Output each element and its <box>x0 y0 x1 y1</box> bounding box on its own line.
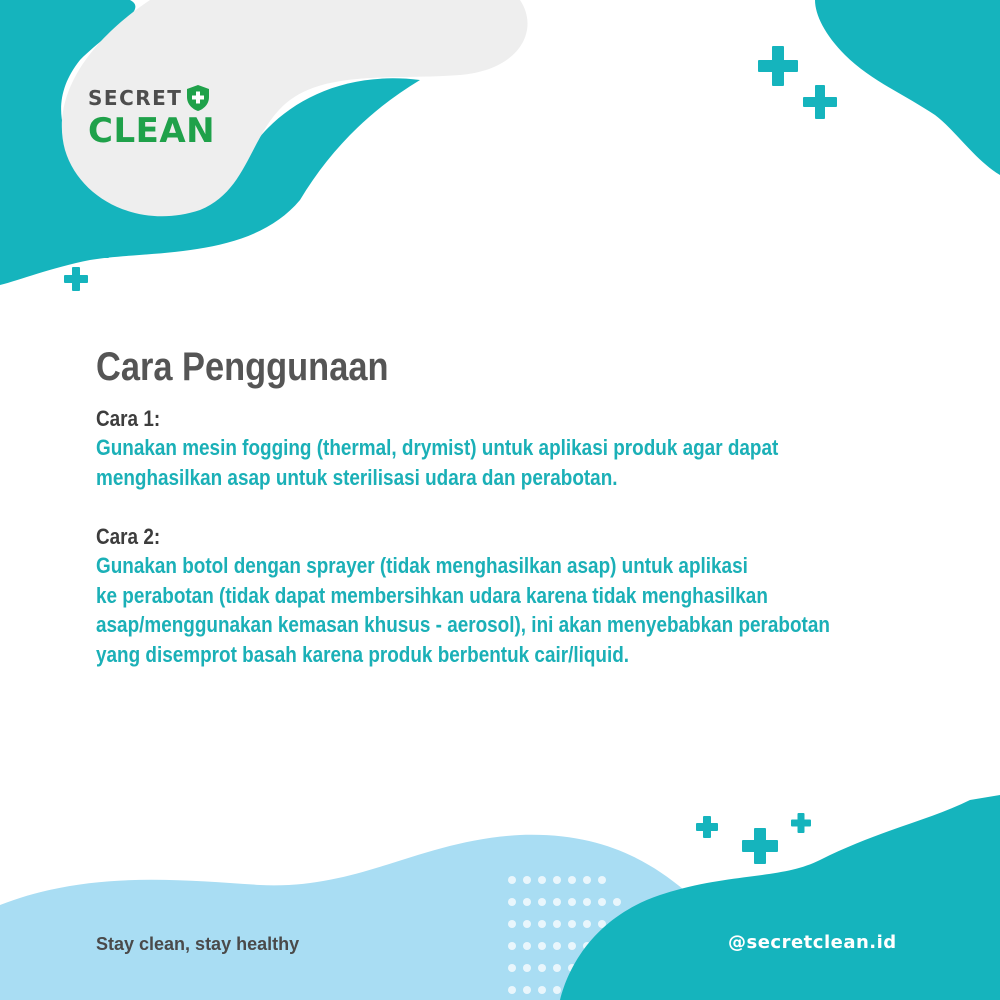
pattern-dot <box>553 920 561 928</box>
pattern-dot <box>583 898 591 906</box>
logo-secret-text: SECRET <box>88 86 183 110</box>
plus-icon <box>696 816 718 838</box>
pattern-dot <box>538 898 546 906</box>
pattern-dot <box>508 942 516 950</box>
pattern-dot <box>568 898 576 906</box>
step-1 <box>96 404 916 492</box>
pattern-dot <box>508 986 516 994</box>
pattern-dot <box>583 920 591 928</box>
step-text-line: asap/menggunakan kemasan khusus - aerosol), ini akan menyebabkan perabotan <box>96 612 830 637</box>
plus-icon <box>803 85 837 119</box>
step-text-line: menghasilkan asap untuk sterilisasi udara dan perabotan. <box>96 464 618 490</box>
pattern-dot <box>508 898 516 906</box>
pattern-dot <box>508 876 516 884</box>
step-2 <box>96 522 916 669</box>
step-text-line: Gunakan botol dengan sprayer (tidak menghasilkan asap) untuk aplikasi <box>96 553 748 578</box>
pattern-dot <box>598 876 606 884</box>
pattern-dot <box>538 876 546 884</box>
pattern-dot <box>508 964 516 972</box>
pattern-dot <box>613 898 621 906</box>
pattern-dot <box>538 986 546 994</box>
pattern-dot <box>553 986 561 994</box>
pattern-dot <box>553 898 561 906</box>
pattern-dot <box>568 920 576 928</box>
top-right-teal-blob <box>815 0 1000 175</box>
step-label: Cara 2: <box>96 524 161 549</box>
pattern-dot <box>523 898 531 906</box>
page-title: Cara Penggunaan <box>96 345 389 389</box>
pattern-dot <box>598 898 606 906</box>
pattern-dot <box>568 942 576 950</box>
pattern-dot <box>538 964 546 972</box>
pattern-dot <box>523 986 531 994</box>
plus-icon <box>742 828 778 864</box>
pattern-dot <box>538 920 546 928</box>
footer-tagline: Stay clean, stay healthy <box>96 934 300 954</box>
pattern-dot <box>538 942 546 950</box>
step-label: Cara 1: <box>96 406 161 431</box>
shield-plus-icon <box>185 84 211 112</box>
pattern-dot <box>523 964 531 972</box>
pattern-dot <box>523 920 531 928</box>
pattern-dot <box>553 964 561 972</box>
pattern-dot <box>583 876 591 884</box>
main-content <box>96 345 916 699</box>
pattern-dot <box>553 876 561 884</box>
plus-icon <box>791 813 811 833</box>
instagram-handle: @secretclean.id <box>728 932 897 953</box>
plus-icon <box>64 267 88 291</box>
step-text-line: ke perabotan (tidak dapat membersihkan udara karena tidak menghasilkan <box>96 582 768 608</box>
step-text-line: Gunakan mesin fogging (thermal, drymist) untuk aplikasi produk agar dapat <box>96 435 779 460</box>
step-text-line: yang disemprot basah karena produk berbentuk cair/liquid. <box>96 641 630 667</box>
plus-icon <box>758 46 798 86</box>
logo-clean-text: CLEAN <box>88 111 216 151</box>
pattern-dot <box>523 876 531 884</box>
pattern-dot <box>508 920 516 928</box>
pattern-dot <box>523 942 531 950</box>
brand-logo <box>88 84 215 150</box>
pattern-dot <box>553 942 561 950</box>
pattern-dot <box>568 876 576 884</box>
logo-secret-row <box>88 84 215 112</box>
